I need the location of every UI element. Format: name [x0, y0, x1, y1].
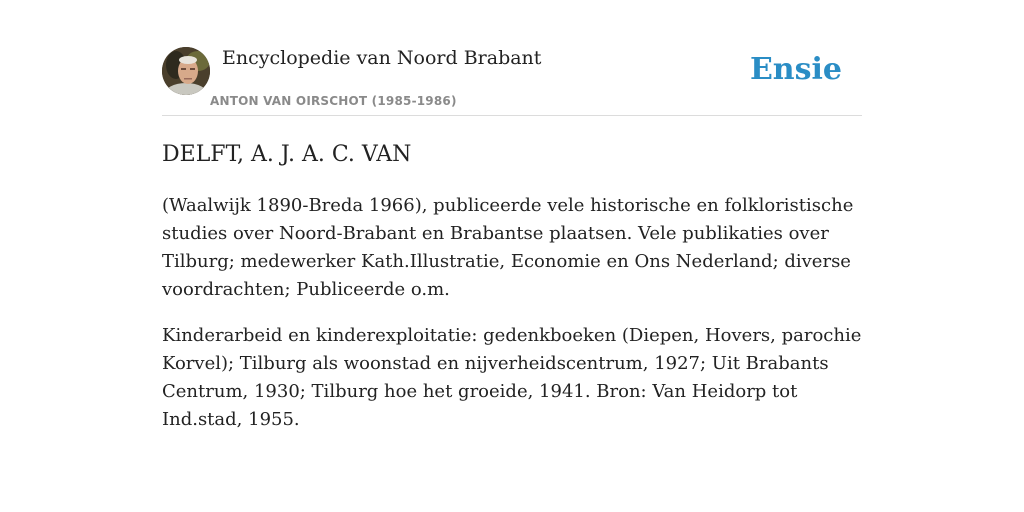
portrait-photo-icon: [162, 47, 210, 95]
ensie-logo[interactable]: Ensie: [749, 52, 842, 87]
entry-paragraph: Kinderarbeid en kinderexploitatie: gedenkboeken (Diepen, Hovers, parochie Korvel); Tilburg als woonstad en nijverheidscentrum, 1927; Uit Brabants Centrum, 1930; Tilburg hoe het groeide, 1941. Bron: Van Heidorp tot Ind.stad, 1955.: [162, 325, 862, 430]
header-divider: [162, 115, 862, 116]
entry-body: [162, 192, 862, 452]
entry-paragraph: (Waalwijk 1890-Breda 1966), publiceerde vele historische en folkloristische studies over Noord-Brabant en Brabantse plaatsen. Vele publikaties over Tilburg; medewerker Kath.Illustratie, Economie en Ons Nederland; diverse voordrachten; Publiceerde o.m.: [162, 195, 854, 300]
entry-title: DELFT, A. J. A. C. VAN: [162, 142, 412, 167]
source-title[interactable]: Encyclopedie van Noord Brabant: [222, 47, 542, 69]
page-header: [162, 0, 862, 116]
author-avatar[interactable]: [162, 47, 210, 95]
source-author[interactable]: ANTON VAN OIRSCHOT (1985-1986): [210, 94, 457, 108]
